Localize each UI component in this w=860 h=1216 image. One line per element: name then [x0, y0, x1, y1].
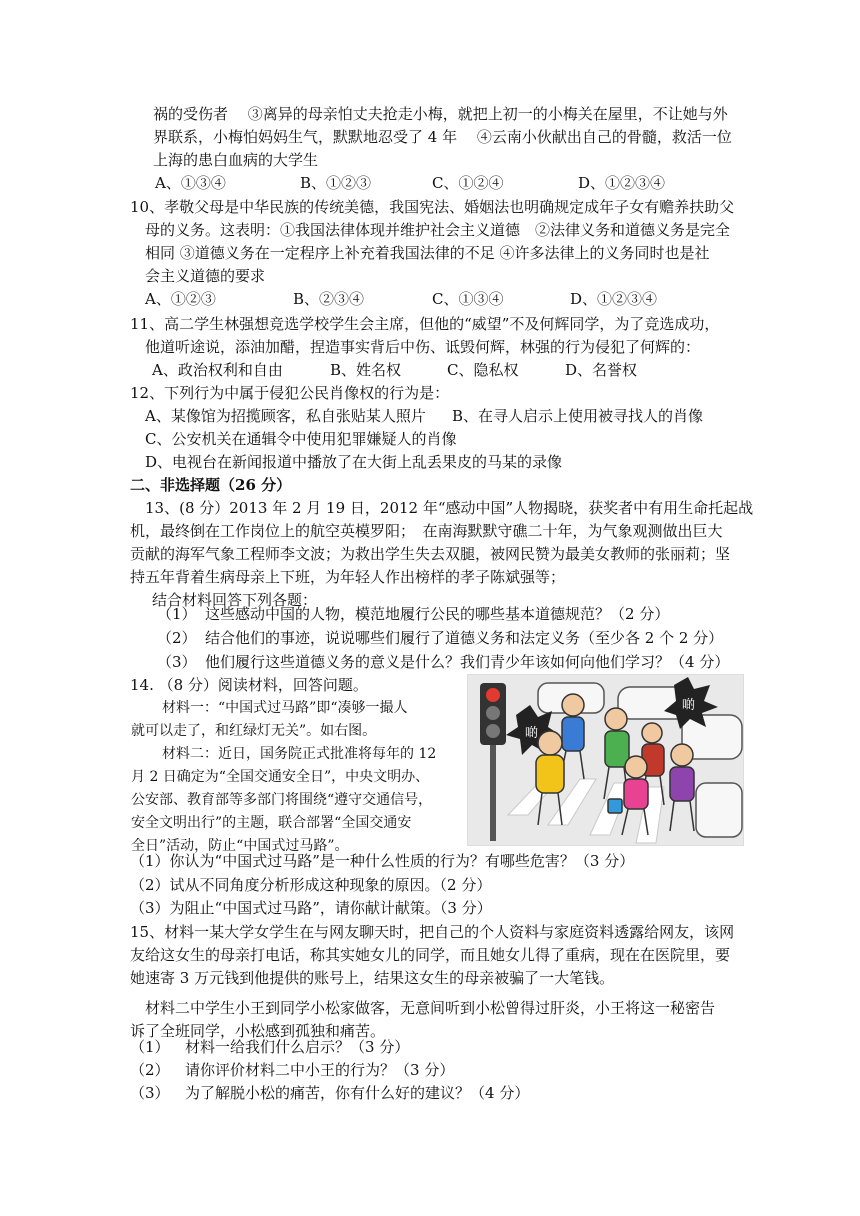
crossing-illustration [467, 674, 744, 846]
q15-line-1: 15、材料一某大学女学生在与网友聊天时，把自己的个人资料与家庭资料透露给网友，该网 [130, 923, 735, 941]
q12-option-c: C、公安机关在通辑令中使用犯罪嫌疑人的肖像 [145, 430, 457, 448]
q14-material-line-7: 全日”活动，防止“中国式过马路”。 [131, 838, 349, 854]
q13-sub-3-num: （3） [157, 653, 197, 671]
q12-option-a: A、某像馆为招揽顾客，私自张贴某人照片 [145, 407, 426, 425]
q13-sub-1-text: 这些感动中国的人物，模范地履行公民的哪些基本道德规范？（2 分） [205, 605, 670, 623]
q10-line-3: 相同 ③道德义务在一定程序上补充着我国法律的不足 ④许多法律上的义务同时也是社 [145, 244, 710, 262]
q15-line-4: 材料二中学生小王到同学小松家做客，无意间听到小松曾得过肝炎，小王将这一秘密告 [145, 999, 716, 1017]
q10-line-1: 10、孝敬父母是中华民族的传统美德，我国宪法、婚姻法也明确规定成年子女有赡养扶助父 [130, 198, 735, 216]
q9-option-c: C、①②④ [432, 174, 504, 192]
q11-option-a: A、政治权利和自由 [152, 361, 283, 379]
q13-line-4: 持五年背着生病母亲上下班，为年轻人作出榜样的孝子陈斌强等； [130, 568, 566, 586]
q13-line-1: 13、(8 分）2013 年 2 月 19 日，2012 年“感动中国”人物揭晓，获奖者中有用生命托起战 [145, 499, 754, 517]
q9-line-1: 祸的受伤者 ③离异的母亲怕丈夫抢走小梅，就把上初一的小梅关在屋里，不让她与外 [153, 105, 728, 123]
q11-option-c: C、隐私权 [447, 361, 519, 379]
q15-sub-3-text: 为了解脱小松的痛苦，你有什么好的建议？（4 分） [185, 1084, 530, 1102]
q13-sub-3-text: 他们履行这些道德义务的意义是什么？我们青少年该如何向他们学习？（4 分） [205, 653, 730, 671]
q9-option-d: D、①②③④ [578, 174, 666, 192]
q15-line-3: 她速寄 3 万元钱到他提供的账号上，结果这女生的母亲被骗了一大笔钱。 [130, 969, 615, 987]
q15-sub-2-num: （2） [130, 1061, 170, 1079]
q13-prompt: 结合材料回答下列各题： [152, 591, 318, 609]
q14-question-2: （2）试从不同角度分析形成这种现象的原因。（2 分） [130, 876, 492, 894]
q13-line-3: 贡献的海军气象工程师李文波；为救出学生失去双腿，被网民赞为最美女教师的张丽莉；坚 [130, 545, 731, 563]
crossing-cartoon-svg [468, 675, 743, 845]
q11-option-b: B、姓名权 [330, 361, 402, 379]
q10-line-4: 会主义道德的要求 [145, 267, 266, 285]
q14-material-line-6: 安全文明出行”的主题，联合部署“全国交通安 [131, 815, 412, 831]
q14-material-line-1: 材料一：“中国式过马路”即“凑够一撮人 [162, 700, 408, 716]
q11-line-1: 11、高二学生林强想竞选学校学生会主席，但他的“威望”不及何辉同学，为了竞选成功， [130, 315, 720, 333]
q14-question-3: （3）为阻止“中国式过马路”，请你献计献策。（3 分） [130, 899, 492, 917]
q15-sub-1-text: 材料一给我们什么启示？（3 分） [185, 1038, 410, 1056]
q10-option-a: A、①②③ [145, 290, 216, 308]
q15-sub-3-num: （3） [130, 1084, 170, 1102]
q9-option-b: B、①②③ [300, 174, 372, 192]
honk-text-left: 啲 [525, 726, 539, 741]
q14-material-line-4: 月 2 日确定为“全国交通安全日”，中央文明办、 [131, 769, 430, 785]
q11-line-2: 他道听途说，添油加醋，捏造事实背后中伤、诋毁何辉，林强的行为侵犯了何辉的： [145, 338, 701, 356]
q14-material-line-5: 公安部、教育部等多部门将围绕“遵守交通信号， [131, 792, 433, 808]
q9-option-a: A、①③④ [155, 174, 226, 192]
q13-sub-1-num: （1） [157, 605, 197, 623]
q12-option-d: D、电视台在新闻报道中播放了在大街上乱丢果皮的马某的录像 [145, 453, 563, 471]
q13-sub-2-text: 结合他们的事迹，说说哪些们履行了道德义务和法定义务（至少各 2 个 2 分） [205, 629, 724, 647]
section-2-heading: 二、非选择题（26 分） [130, 476, 292, 494]
q13-line-2: 机，最终倒在工作岗位上的航空英模罗阳； 在南海默默守礁二十年，为气象观测做出巨大 [130, 522, 723, 540]
q10-line-2: 母的义务。这表明：①我国法律体现并维护社会主义道德 ②法律义务和道德义务是完全 [145, 221, 731, 239]
q11-option-d: D、名誉权 [565, 361, 638, 379]
q14-material-line-2: 就可以走了，和红绿灯无关”。如右图。 [131, 723, 377, 739]
q14-material-line-3: 材料二：近日，国务院正式批准将每年的 12 [162, 746, 437, 762]
q10-option-c: C、①③④ [432, 290, 504, 308]
q14-stem: 14. （8 分）阅读材料，回答问题。 [130, 676, 368, 694]
q15-sub-2-text: 请你评价材料二中小王的行为？（3 分） [185, 1061, 455, 1079]
q12-stem: 12、下列行为中属于侵犯公民肖像权的行为是： [130, 384, 450, 402]
q13-sub-2-num: （2） [157, 629, 197, 647]
q10-option-d: D、①②③④ [570, 290, 658, 308]
q15-line-5: 诉了全班同学，小松感到孤独和痛苦。 [130, 1022, 386, 1040]
q14-question-1: （1）你认为“中国式过马路”是一种什么性质的行为？有哪些危害？（3 分） [130, 852, 635, 870]
honk-text-right: 啲 [682, 698, 696, 713]
q15-sub-1-num: （1） [130, 1038, 170, 1056]
q10-option-b: B、②③④ [293, 290, 365, 308]
q15-line-2: 友给这女生的母亲打电话，称其实她女儿的同学，而且她女儿得了重病，现在在医院里，要 [130, 946, 731, 964]
q9-line-2: 界联系，小梅怕妈妈生气，默默地忍受了 4 年 ④云南小伙献出自己的骨髓，救活一位 [153, 128, 732, 146]
q9-line-3: 上海的患白血病的大学生 [153, 151, 319, 169]
q12-option-b: B、在寻人启示上使用被寻找人的肖像 [452, 407, 704, 425]
